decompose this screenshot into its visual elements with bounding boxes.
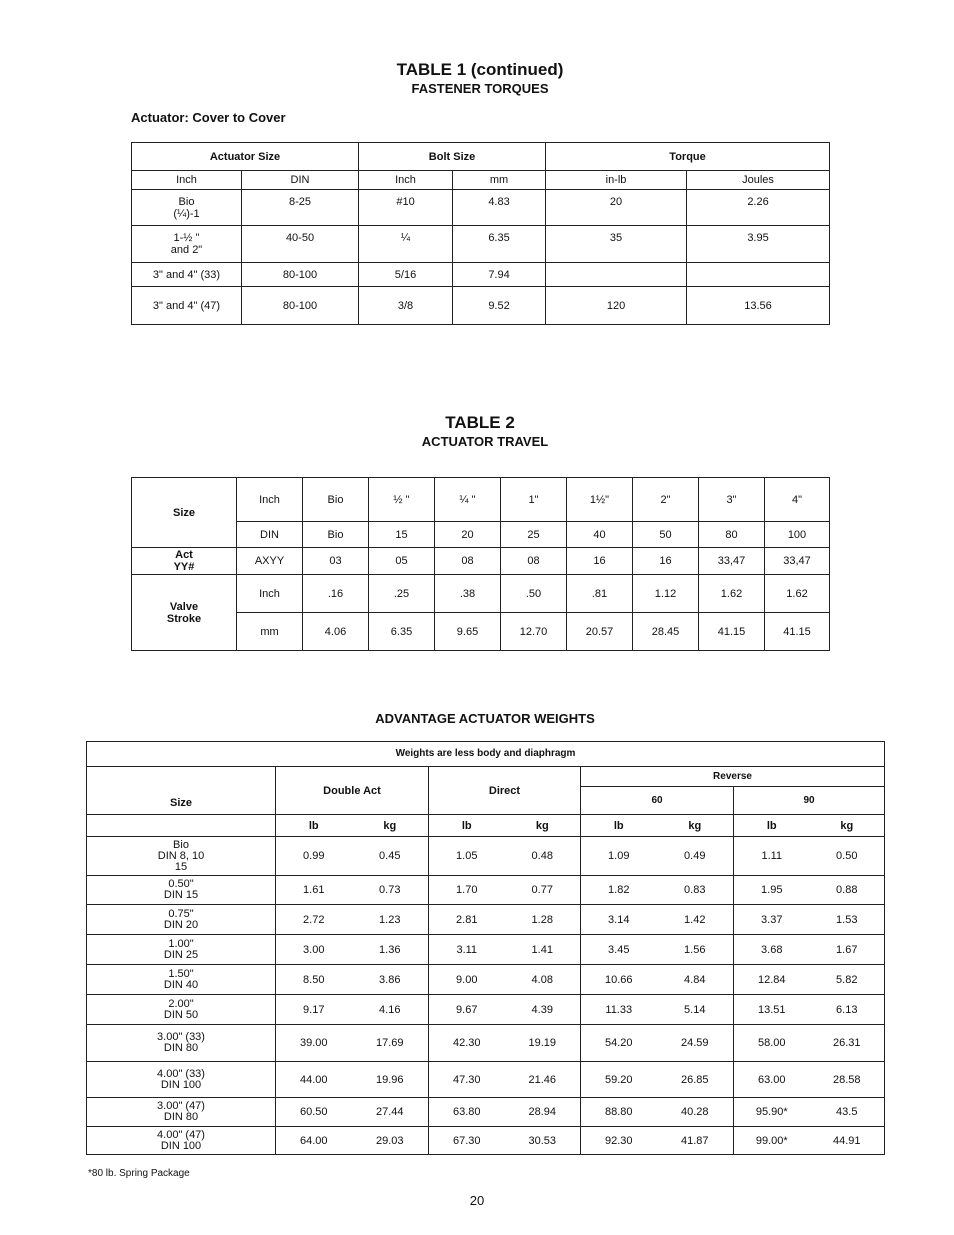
header-actuator-size: Actuator Size	[132, 143, 359, 171]
table-cell: 9.52	[453, 287, 546, 325]
unit-lb: lb	[276, 815, 352, 837]
table-cell: 5.14	[657, 995, 734, 1025]
table1-subtitle: FASTENER TORQUES	[411, 81, 549, 96]
table-cell: 80	[699, 522, 765, 548]
table-cell: 2.26	[687, 190, 830, 226]
table-row	[132, 263, 830, 287]
table-cell: 1.28	[505, 905, 581, 935]
table-cell: .81	[567, 575, 633, 613]
unit-lb: lb	[581, 815, 657, 837]
table-cell: 1.09	[581, 837, 657, 876]
stroke-mm-label: mm	[237, 613, 303, 651]
table-cell: 35	[546, 226, 687, 263]
table-cell: 16	[567, 548, 633, 575]
unit-lb: lb	[429, 815, 505, 837]
table-cell: 2.81	[429, 905, 505, 935]
table-cell: 20.57	[567, 613, 633, 651]
table-cell: 19.96	[352, 1062, 429, 1098]
table-cell: 99.00*	[734, 1127, 810, 1155]
table-cell: 63.00	[734, 1062, 810, 1098]
table-cell: 9.00	[429, 965, 505, 995]
reverse-90-label: 90	[734, 787, 885, 815]
table-cell: 10.66	[581, 965, 657, 995]
unit-lb: lb	[734, 815, 810, 837]
table-row	[87, 965, 885, 995]
table-cell: 1"	[501, 478, 567, 522]
table-cell: 6.35	[369, 613, 435, 651]
table3-title: ADVANTAGE ACTUATOR WEIGHTS	[375, 711, 595, 726]
table-cell: 40-50	[242, 226, 359, 263]
table-row	[87, 1062, 885, 1098]
table-cell: 1.41	[505, 935, 581, 965]
size-cell: 1.00" DIN 25	[87, 935, 276, 965]
table-cell: 54.20	[581, 1025, 657, 1062]
footnote: *80 lb. Spring Package	[88, 1168, 190, 1179]
table2-subtitle: ACTUATOR TRAVEL	[421, 434, 549, 449]
table-cell: 28.94	[505, 1098, 581, 1127]
size-label: Size	[132, 478, 237, 548]
table-cell: 12.70	[501, 613, 567, 651]
table-cell: 1.61	[276, 876, 352, 905]
table-row	[87, 837, 885, 876]
table-cell: 1.05	[429, 837, 505, 876]
table-cell: 13.51	[734, 995, 810, 1025]
fastener-torques-table	[131, 142, 830, 325]
table-cell: 26.85	[657, 1062, 734, 1098]
table-cell: 1.62	[765, 575, 830, 613]
table-cell: 8.50	[276, 965, 352, 995]
table-cell: 0.83	[657, 876, 734, 905]
table-cell: 27.44	[352, 1098, 429, 1127]
unit-kg: kg	[657, 815, 734, 837]
page-number: 20	[469, 1193, 485, 1208]
table-cell: 64.00	[276, 1127, 352, 1155]
table-cell: Bio	[303, 522, 369, 548]
table-cell: 43.5	[810, 1098, 885, 1127]
table-cell: 15	[369, 522, 435, 548]
table-cell: 1.11	[734, 837, 810, 876]
table-cell: 3.45	[581, 935, 657, 965]
table-cell: 08	[501, 548, 567, 575]
table-cell: 3.37	[734, 905, 810, 935]
table-cell: 41.15	[699, 613, 765, 651]
valve-stroke-label: Valve Stroke	[132, 575, 237, 651]
table-cell: 21.46	[505, 1062, 581, 1098]
table-cell: 17.69	[352, 1025, 429, 1062]
table-cell: 05	[369, 548, 435, 575]
subheader-mm: mm	[453, 171, 546, 190]
table-cell: 1.42	[657, 905, 734, 935]
double-act-label: Double Act	[276, 767, 429, 815]
table-cell: ¼ "	[435, 478, 501, 522]
table-cell: 6.13	[810, 995, 885, 1025]
size-cell: 3.00" (47) DIN 80	[87, 1098, 276, 1127]
actuator-travel-table	[131, 477, 830, 651]
table-cell: 9.17	[276, 995, 352, 1025]
table-cell: 40	[567, 522, 633, 548]
table-cell: 67.30	[429, 1127, 505, 1155]
table-cell: 28.45	[633, 613, 699, 651]
table2-title: TABLE 2	[445, 413, 515, 432]
table-cell: 0.50	[810, 837, 885, 876]
subheader-bolt-inch: Inch	[359, 171, 453, 190]
table-cell: 3.14	[581, 905, 657, 935]
table-cell: 6.35	[453, 226, 546, 263]
table-cell: 1.56	[657, 935, 734, 965]
table-cell: 3.95	[687, 226, 830, 263]
table-row	[87, 1127, 885, 1155]
direct-label: Direct	[429, 767, 581, 815]
table-cell: 3" and 4" (47)	[132, 287, 242, 325]
weights-note: Weights are less body and diaphragm	[87, 742, 885, 767]
table-cell: 3"	[699, 478, 765, 522]
table-cell: 33,47	[765, 548, 830, 575]
reverse-label: Reverse	[581, 767, 885, 787]
table-cell: 4.84	[657, 965, 734, 995]
size-cell: 4.00" (47) DIN 100	[87, 1127, 276, 1155]
table-cell: ¼	[359, 226, 453, 263]
table-cell: 29.03	[352, 1127, 429, 1155]
table-cell: 3.68	[734, 935, 810, 965]
table-cell: 4.83	[453, 190, 546, 226]
table-cell: 1.62	[699, 575, 765, 613]
table-cell: 0.48	[505, 837, 581, 876]
table-cell: 30.53	[505, 1127, 581, 1155]
header-bolt-size: Bolt Size	[359, 143, 546, 171]
table-row	[87, 935, 885, 965]
table-cell: 13.56	[687, 287, 830, 325]
table-cell: 1.23	[352, 905, 429, 935]
table-cell: 3.86	[352, 965, 429, 995]
table-row	[87, 995, 885, 1025]
table-cell: 0.45	[352, 837, 429, 876]
table-cell: 03	[303, 548, 369, 575]
table-cell: ½ "	[369, 478, 435, 522]
table-cell: 19.19	[505, 1025, 581, 1062]
table-cell: 80-100	[242, 287, 359, 325]
table-cell: 4.39	[505, 995, 581, 1025]
table-row	[132, 226, 830, 263]
table-cell	[687, 263, 830, 287]
subheader-joules: Joules	[687, 171, 830, 190]
table-cell: 25	[501, 522, 567, 548]
weights-body	[87, 837, 885, 1155]
table-cell: 1-½ " and 2"	[132, 226, 242, 263]
table-cell: 80-100	[242, 263, 359, 287]
table-cell: 42.30	[429, 1025, 505, 1062]
table-cell: 40.28	[657, 1098, 734, 1127]
table-cell: 1.67	[810, 935, 885, 965]
table-cell: 16	[633, 548, 699, 575]
table-row	[132, 287, 830, 325]
actuator-weights-table	[86, 741, 885, 1155]
table-cell: 9.65	[435, 613, 501, 651]
table-cell: 3" and 4" (33)	[132, 263, 242, 287]
table-cell: 4.08	[505, 965, 581, 995]
table-row	[87, 905, 885, 935]
table-cell: 1.53	[810, 905, 885, 935]
table-cell: 47.30	[429, 1062, 505, 1098]
table-cell: 44.91	[810, 1127, 885, 1155]
table-cell: 63.80	[429, 1098, 505, 1127]
reverse-60-label: 60	[581, 787, 734, 815]
unit-kg: kg	[352, 815, 429, 837]
size-cell: 1.50" DIN 40	[87, 965, 276, 995]
table-cell	[546, 263, 687, 287]
table-cell: 0.49	[657, 837, 734, 876]
table-cell: 88.80	[581, 1098, 657, 1127]
table-cell: 1.36	[352, 935, 429, 965]
subheader-in-lb: in-lb	[546, 171, 687, 190]
table-cell: 0.88	[810, 876, 885, 905]
table-cell: 33,47	[699, 548, 765, 575]
din-label: DIN	[237, 522, 303, 548]
table-cell: 60.50	[276, 1098, 352, 1127]
table-cell: 3.00	[276, 935, 352, 965]
table-cell: 28.58	[810, 1062, 885, 1098]
table-cell: .38	[435, 575, 501, 613]
table-cell: 120	[546, 287, 687, 325]
table-cell: 50	[633, 522, 699, 548]
table-cell: 24.59	[657, 1025, 734, 1062]
table1-title: TABLE 1 (continued)	[396, 60, 564, 79]
table1-caption: Actuator: Cover to Cover	[131, 110, 286, 125]
table-cell: 20	[435, 522, 501, 548]
table-cell: .25	[369, 575, 435, 613]
table-cell: 08	[435, 548, 501, 575]
stroke-inch-label: Inch	[237, 575, 303, 613]
table-row	[87, 1025, 885, 1062]
table-cell: Bio	[303, 478, 369, 522]
table-cell: 1.12	[633, 575, 699, 613]
table-cell: 1½"	[567, 478, 633, 522]
size-cell: 4.00" (33) DIN 100	[87, 1062, 276, 1098]
table-cell: 7.94	[453, 263, 546, 287]
table-cell: 3.11	[429, 935, 505, 965]
table-cell: 4.06	[303, 613, 369, 651]
table-cell: Bio (¼)-1	[132, 190, 242, 226]
table-row	[87, 1098, 885, 1127]
table-cell: .50	[501, 575, 567, 613]
table-cell: 95.90*	[734, 1098, 810, 1127]
subheader-inch: Inch	[132, 171, 242, 190]
table-cell: 1.95	[734, 876, 810, 905]
act-label: Act YY#	[132, 548, 237, 575]
table-cell: 1.70	[429, 876, 505, 905]
table-cell: 2.72	[276, 905, 352, 935]
table-cell: 4"	[765, 478, 830, 522]
table-cell: 41.15	[765, 613, 830, 651]
table-cell: 3/8	[359, 287, 453, 325]
act-sub-label: AXYY	[237, 548, 303, 575]
table-cell: 100	[765, 522, 830, 548]
table-cell: 41.87	[657, 1127, 734, 1155]
size-cell: 0.75" DIN 20	[87, 905, 276, 935]
size-cell: 3.00" (33) DIN 80	[87, 1025, 276, 1062]
size-cell: 0.50" DIN 15	[87, 876, 276, 905]
table-cell: 26.31	[810, 1025, 885, 1062]
table1-body	[132, 190, 830, 325]
unit-kg: kg	[810, 815, 885, 837]
table-cell: 4.16	[352, 995, 429, 1025]
table-cell: 39.00	[276, 1025, 352, 1062]
table-cell: 8-25	[242, 190, 359, 226]
table-row	[87, 876, 885, 905]
table-cell: 92.30	[581, 1127, 657, 1155]
table-cell: 58.00	[734, 1025, 810, 1062]
table-cell: 20	[546, 190, 687, 226]
size-cell: Bio DIN 8, 10 15	[87, 837, 276, 876]
table-cell: 2"	[633, 478, 699, 522]
table-cell: #10	[359, 190, 453, 226]
weights-size-label: Size	[87, 767, 276, 815]
unit-kg: kg	[505, 815, 581, 837]
table-cell: 11.33	[581, 995, 657, 1025]
table-cell: .16	[303, 575, 369, 613]
table-cell: 1.82	[581, 876, 657, 905]
header-torque: Torque	[546, 143, 830, 171]
table-cell: 0.73	[352, 876, 429, 905]
size-cell: 2.00" DIN 50	[87, 995, 276, 1025]
table-row	[132, 190, 830, 226]
table-cell: 5/16	[359, 263, 453, 287]
table-cell: 0.77	[505, 876, 581, 905]
table-cell: 0.99	[276, 837, 352, 876]
subheader-din: DIN	[242, 171, 359, 190]
table-cell: 5.82	[810, 965, 885, 995]
unit-blank	[87, 815, 276, 837]
inch-label: Inch	[237, 478, 303, 522]
table-cell: 44.00	[276, 1062, 352, 1098]
table-cell: 9.67	[429, 995, 505, 1025]
table-cell: 59.20	[581, 1062, 657, 1098]
table-cell: 12.84	[734, 965, 810, 995]
